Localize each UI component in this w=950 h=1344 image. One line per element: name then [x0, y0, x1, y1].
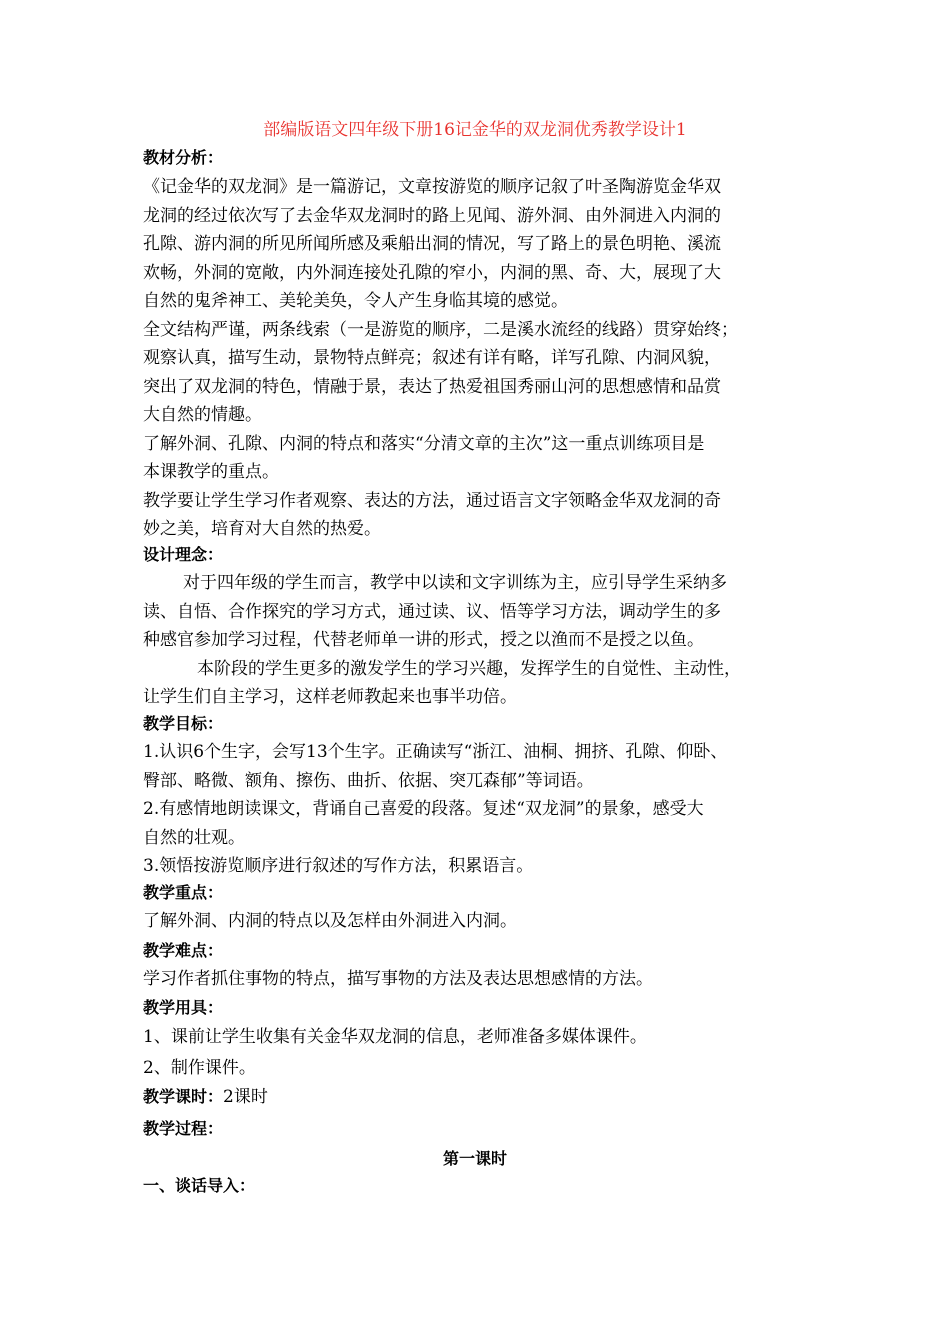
tools-body — [143, 1022, 823, 1084]
list-item: 臀部、略微、额角、擦伤、曲折、依据、突兀森郁”等词语。 — [143, 770, 594, 791]
paragraph-line: 《记金华的双龙洞》是一篇游记，文章按游览的顺序记叙了叶圣陶游览金华双 — [143, 177, 721, 197]
hours-value: 2课时 — [223, 1087, 268, 1107]
paragraph-line: 孔隙、游内洞的所见所闻所感及乘船出洞的情况，写了路上的景色明艳、溪流 — [143, 234, 721, 254]
section-heading: 教学课时： — [143, 1087, 224, 1106]
paragraph-line: 自然的鬼斧神工、美轮美奂，令人产生身临其境的感觉。 — [143, 291, 568, 311]
paragraph-line: 了解外洞、孔隙、内洞的特点和落实“分清文章的主次”这一重点训练项目是 — [143, 433, 705, 454]
document-title: 部编版语文四年级下册16记金华的双龙洞优秀教学设计1 — [263, 120, 687, 140]
focus-body — [143, 907, 823, 936]
paragraph-line: 让学生们自主学习，这样老师教起来也事半功倍。 — [143, 687, 517, 707]
section-concept — [143, 545, 823, 565]
paragraph-line: 妙之美，培育对大自然的热爱。 — [143, 519, 381, 539]
section-hours — [143, 1087, 823, 1107]
section-heading: 设计理念： — [143, 545, 224, 564]
paragraph-line: 本课教学的重点。 — [143, 462, 279, 482]
lesson-heading: 第一课时 — [442, 1149, 507, 1168]
paragraph-line: 龙洞的经过依次写了去金华双龙洞时的路上见闻、游外洞、由外洞进入内洞的 — [143, 205, 721, 226]
paragraph-line: 观察认真，描写生动，景物特点鲜亮；叙述有详有略，详写孔隙、内洞风貌， — [143, 348, 721, 368]
paragraph-line: 种感官参加学习过程，代替老师单一讲的形式，授之以渔而不是授之以鱼。 — [143, 630, 704, 650]
difficulty-body — [143, 965, 823, 994]
list-item: 2.有感情地朗读课文，背诵自己喜爱的段落。复述“双龙洞”的景象，感受大 — [143, 799, 704, 819]
paragraph-line: 读、自悟、合作探究的学习方式，通过读、议、悟等学习方法，调动学生的多 — [143, 601, 721, 622]
section-heading: 教学目标： — [143, 714, 224, 733]
section-heading: 教学重点： — [143, 883, 224, 902]
section-heading: 教学难点： — [143, 941, 224, 960]
paragraph-line: 欢畅，外洞的宽敞，内外洞连接处孔隙的窄小，内洞的黑、奇、大，展现了大 — [143, 262, 721, 283]
goals-body — [143, 738, 823, 881]
list-item: 1.认识6个生字，会写13个生字。正确读写“浙江、油桐、拥挤、孔隙、仰卧、 — [143, 742, 728, 762]
concept-body — [143, 569, 823, 712]
paragraph-line: 学习作者抓住事物的特点，描写事物的方法及表达思想感情的方法。 — [143, 969, 653, 989]
hours-line — [143, 1087, 823, 1107]
paragraph-line: 对于四年级的学生而言，教学中以读和文字训练为主，应引导学生采纳多 — [183, 573, 727, 593]
paragraph-line: 突出了双龙洞的特色，情融于景，表达了热爱祖国秀丽山河的思想感情和品赏 — [143, 376, 721, 397]
step-heading: 一、谈话导入： — [143, 1176, 256, 1195]
section-difficulty — [143, 941, 823, 961]
paragraph-line: 了解外洞、内洞的特点以及怎样由外洞进入内洞。 — [143, 911, 517, 931]
paragraph-line: 教学要让学生学习作者观察、表达的方法，通过语言文字领略金华双龙洞的奇 — [143, 490, 721, 511]
paragraph-line: 本阶段的学生更多的激发学生的学习兴趣，发挥学生的自觉性、主动性， — [197, 658, 741, 679]
section-heading: 教学过程： — [143, 1119, 224, 1138]
list-item: 2、制作课件。 — [143, 1058, 256, 1078]
paragraph-line: 全文结构严谨，两条线索（一是游览的顺序，二是溪水流经的线路）贯穿始终； — [143, 319, 738, 340]
section-analysis — [143, 148, 823, 168]
paragraph-line: 大自然的情趣。 — [143, 405, 262, 425]
list-item: 1、课前让学生收集有关金华双龙洞的信息，老师准备多媒体课件。 — [143, 1027, 647, 1047]
list-item: 自然的壮观。 — [143, 827, 245, 848]
list-item: 3.领悟按游览顺序进行叙述的写作方法，积累语言。 — [143, 856, 534, 876]
section-process — [143, 1119, 823, 1139]
step-heading-block — [143, 1176, 823, 1196]
section-goals — [143, 714, 823, 734]
section-heading: 教材分析： — [143, 148, 224, 167]
section-heading: 教学用具： — [143, 998, 224, 1017]
section-focus — [143, 883, 823, 903]
analysis-body — [143, 173, 823, 544]
section-tools — [143, 998, 823, 1018]
